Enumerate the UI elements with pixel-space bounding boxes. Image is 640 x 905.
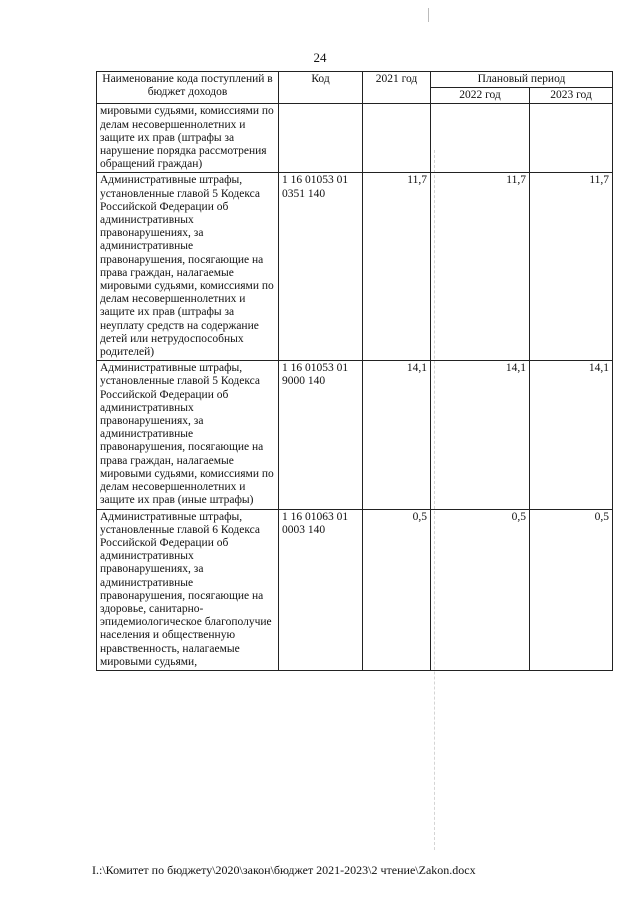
- header-row-1: [97, 72, 613, 88]
- row-name: Административные штрафы, установленные главой 6 Кодекса Российской Федерации об административных правонарушениях, за административные правонарушения, посягающие на здоровье, санитарно-эпидемиологическое благополучие населения и общественную нравственность, налагаемые мировыми судьями,: [97, 509, 279, 670]
- table-row: [97, 173, 613, 361]
- row-value-2021: 0,5: [363, 509, 431, 670]
- scan-artifact-mark: [428, 8, 429, 22]
- header-year-2021: 2021 год: [363, 72, 431, 104]
- row-value-2021: 11,7: [363, 173, 431, 361]
- header-year-2023: 2023 год: [530, 88, 613, 104]
- header-year-2022: 2022 год: [431, 88, 530, 104]
- table-row: [97, 361, 613, 509]
- row-code: 1 16 01063 01 0003 140: [279, 509, 363, 670]
- header-name: Наименование кода поступлений в бюджет доходов: [97, 72, 279, 104]
- row-value-2022: 11,7: [431, 173, 530, 361]
- row-name: Административные штрафы, установленные главой 5 Кодекса Российской Федерации об административных правонарушениях, за административные правонарушения, посягающие на права граждан, налагаемые мировыми судьями, комиссиями по делам несовершеннолетних и защите их прав (иные штрафы): [97, 361, 279, 509]
- row-value-2021: [363, 104, 431, 173]
- revenue-table: [96, 71, 613, 671]
- row-value-2022: [431, 104, 530, 173]
- row-value-2021: 14,1: [363, 361, 431, 509]
- row-value-2023: 14,1: [530, 361, 613, 509]
- row-name: Административные штрафы, установленные главой 5 Кодекса Российской Федерации об административных правонарушениях, за административные правонарушения, посягающие на права граждан, налагаемые мировыми судьями, комиссиями по делам несовершеннолетних и защите их прав (штрафы за неуплату средств на содержание детей или нетрудоспособных родителей): [97, 173, 279, 361]
- row-code: [279, 104, 363, 173]
- row-value-2022: 14,1: [431, 361, 530, 509]
- header-code: Код: [279, 72, 363, 104]
- table-row: [97, 509, 613, 670]
- file-path-footer: I.:\Комитет по бюджету\2020\закон\бюджет 2021-2023\2 чтение\Zakon.docx: [92, 863, 476, 877]
- row-name: мировыми судьями, комиссиями по делам несовершеннолетних и защите их прав (штрафы за нарушение порядка рассмотрения обращений граждан): [97, 104, 279, 173]
- row-value-2022: 0,5: [431, 509, 530, 670]
- header-planned-period: Плановый период: [431, 72, 613, 88]
- row-code: 1 16 01053 01 0351 140: [279, 173, 363, 361]
- page-number: 24: [313, 50, 327, 65]
- table-row: [97, 104, 613, 173]
- row-value-2023: [530, 104, 613, 173]
- row-value-2023: 0,5: [530, 509, 613, 670]
- row-value-2023: 11,7: [530, 173, 613, 361]
- row-code: 1 16 01053 01 9000 140: [279, 361, 363, 509]
